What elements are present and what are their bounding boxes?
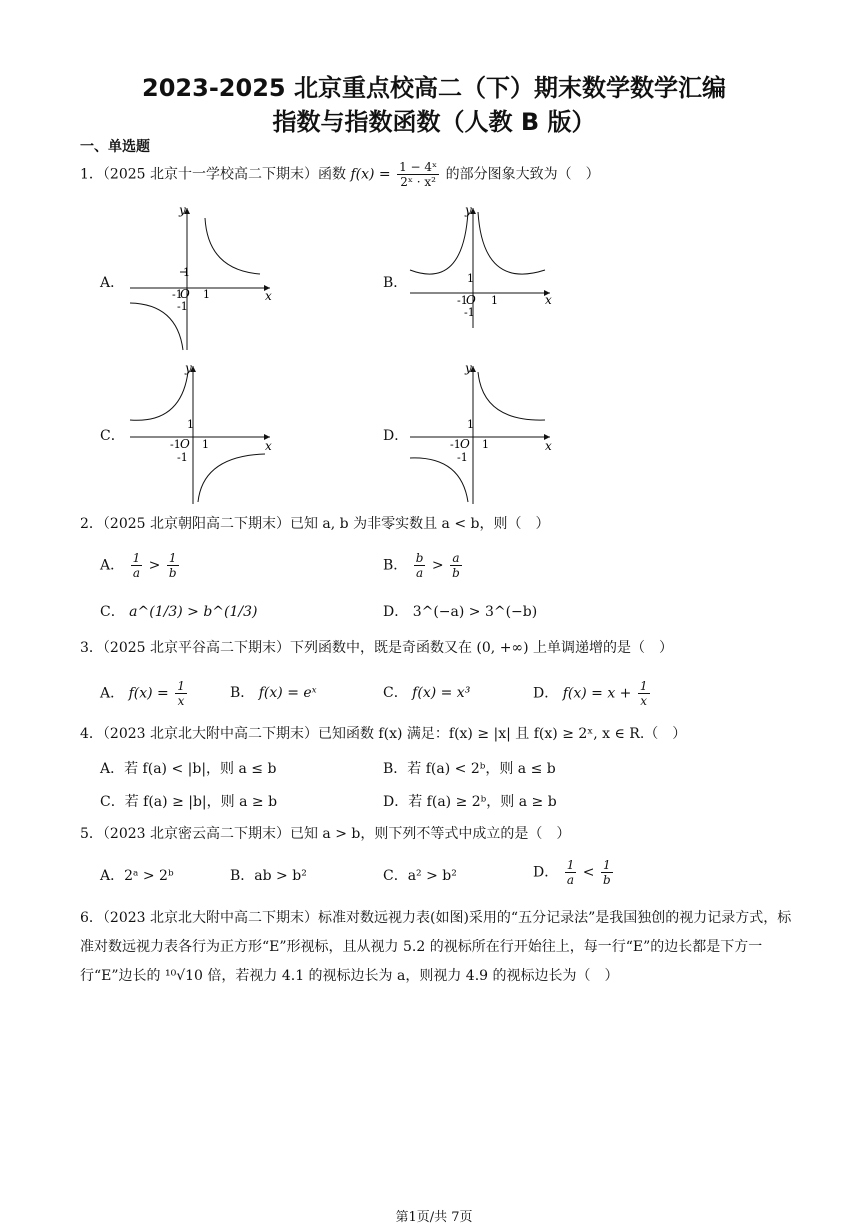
svg-text:x: x bbox=[545, 439, 552, 453]
svg-text:O: O bbox=[180, 287, 190, 301]
page-footer: 第1页/共 7页 bbox=[395, 1210, 473, 1225]
q3-option-c[interactable]: C． f(x) = x³ bbox=[383, 685, 471, 701]
q4-option-b[interactable]: B．若 f(a) < 2ᵇ，则 a ≤ b bbox=[383, 761, 556, 777]
q3-option-d[interactable]: D． f(x) = x + $\frac{1}{x}$ bbox=[533, 679, 648, 708]
graph-b-curve-left bbox=[410, 212, 468, 274]
graph-a-curve-left bbox=[130, 303, 183, 350]
svg-text:1: 1 bbox=[491, 294, 498, 307]
q1-graph-c bbox=[125, 358, 275, 506]
q1-denominator: 2ˣ · x² bbox=[400, 175, 436, 189]
svg-text:x: x bbox=[545, 293, 552, 307]
q1-prefix: 1．（2025 北京十一学校高二下期末）函数 bbox=[80, 166, 346, 183]
q1-suffix: 的部分图象大致为（ ） bbox=[445, 166, 600, 183]
q1-func: f(x) = bbox=[350, 166, 391, 183]
q4-option-c[interactable]: C．若 f(a) ≥ |b|，则 a ≥ b bbox=[100, 794, 278, 810]
graph-d-axes bbox=[410, 366, 550, 504]
graph-b-axes bbox=[410, 208, 550, 328]
graph-a-curve-right bbox=[205, 218, 260, 274]
q3-option-a[interactable]: A． f(x) = $\frac{1}{x}$ bbox=[100, 679, 185, 708]
svg-text:O: O bbox=[466, 293, 476, 307]
q2-option-d[interactable]: D． 3^(−a) > 3^(−b) bbox=[383, 604, 538, 620]
graph-c-axes bbox=[130, 366, 270, 504]
svg-text:1: 1 bbox=[187, 418, 194, 431]
svg-text:-1: -1 bbox=[177, 300, 188, 313]
q5-option-b[interactable]: B．ab > b² bbox=[230, 868, 307, 884]
svg-text:x: x bbox=[265, 289, 272, 303]
q1-graph-a bbox=[125, 200, 275, 352]
graph-c-curve-left bbox=[130, 372, 188, 420]
q2-option-b[interactable]: B． $\frac{b}{a}$ > $\frac{a}{b}$ bbox=[383, 551, 460, 580]
graph-b-curve-right bbox=[478, 212, 545, 274]
svg-text:-1: -1 bbox=[177, 451, 188, 464]
question-2-stem: 2．（2025 北京朝阳高二下期末）已知 a, b 为非零实数且 a < b，则（ ） bbox=[80, 516, 550, 532]
q5-option-a[interactable]: A．2ᵃ > 2ᵇ bbox=[100, 868, 174, 884]
q1-option-b-label[interactable]: B． bbox=[383, 275, 408, 291]
svg-text:-1: -1 bbox=[457, 294, 468, 307]
svg-text:y: y bbox=[465, 203, 472, 217]
question-3-stem: 3．（2025 北京平谷高二下期末）下列函数中，既是奇函数又在 (0, +∞) 上单调递增的是（ ） bbox=[80, 640, 674, 656]
svg-text:y: y bbox=[465, 361, 472, 375]
svg-text:-1: -1 bbox=[172, 288, 183, 301]
svg-text:1: 1 bbox=[203, 288, 210, 301]
svg-text:-1: -1 bbox=[450, 438, 461, 451]
svg-text:x: x bbox=[265, 439, 272, 453]
page-title: 2023-2025 北京重点校高二（下）期末数学数学汇编 bbox=[142, 74, 726, 102]
q5-option-d[interactable]: D． $\frac{1}{a}$ < $\frac{1}{b}$ bbox=[533, 858, 611, 887]
graph-a-axes bbox=[130, 208, 270, 350]
q4-option-d[interactable]: D．若 f(a) ≥ 2ᵇ，则 a ≥ b bbox=[383, 794, 557, 810]
q4-option-a[interactable]: A．若 f(a) < |b|，则 a ≤ b bbox=[100, 761, 277, 777]
svg-text:-1: -1 bbox=[457, 451, 468, 464]
svg-text:O: O bbox=[180, 437, 190, 451]
q1-numerator: 1 − 4ˣ bbox=[399, 160, 438, 174]
q1-option-a-label[interactable]: A． bbox=[100, 275, 125, 291]
question-1-stem bbox=[80, 160, 600, 189]
svg-text:O: O bbox=[460, 437, 470, 451]
svg-text:1: 1 bbox=[467, 272, 474, 285]
question-4-stem: 4．（2023 北京北大附中高二下期末）已知函数 f(x) 满足：f(x) ≥ |x| 且 f(x) ≥ 2ˣ, x ∈ R.（ ） bbox=[80, 726, 687, 742]
graph-c-curve-right bbox=[198, 454, 265, 502]
svg-text:y: y bbox=[179, 203, 186, 217]
q1-graph-b bbox=[405, 200, 555, 330]
q1-option-c-label[interactable]: C． bbox=[100, 428, 125, 444]
q2-option-c[interactable]: C． a^(1/3) > b^(1/3) bbox=[100, 604, 258, 620]
page-subtitle: 指数与指数函数（人教 B 版） bbox=[272, 108, 596, 136]
question-5-stem: 5．（2023 北京密云高二下期末）已知 a > b，则下列不等式中成立的是（ ） bbox=[80, 826, 571, 842]
graph-d-curve-right bbox=[478, 372, 545, 420]
svg-text:-1: -1 bbox=[464, 306, 475, 319]
q5-option-c[interactable]: C．a² > b² bbox=[383, 868, 457, 884]
svg-text:1: 1 bbox=[202, 438, 209, 451]
question-6-stem: 6．（2023 北京北大附中高二下期末）标准对数远视力表(如图)采用的“五分记录法”是我国独创的视力记录方式，标准对数远视力表各行为正方形“E”形视标，且从视力 5.2 的视标所在行开始往上，每一行“E”的边长都是下方一行“E”边长的 ¹⁰√10 倍，若视力 4.1 的视标边长为 a，则视力 4.9 的视标边长为（ ） bbox=[80, 910, 792, 984]
svg-text:1: 1 bbox=[183, 266, 190, 279]
q2-option-a[interactable]: A． $\frac{1}{a}$ > $\frac{1}{b}$ bbox=[100, 551, 177, 580]
svg-text:1: 1 bbox=[482, 438, 489, 451]
graph-d-curve-left bbox=[410, 458, 468, 502]
q1-fraction bbox=[397, 160, 439, 189]
q3-option-b[interactable]: B． f(x) = eˣ bbox=[230, 685, 317, 701]
svg-text:-1: -1 bbox=[170, 438, 181, 451]
svg-text:y: y bbox=[185, 361, 192, 375]
q1-graph-d bbox=[405, 358, 555, 506]
section-heading: 一、单选题 bbox=[80, 139, 150, 155]
svg-text:1: 1 bbox=[467, 418, 474, 431]
q1-option-d-label[interactable]: D． bbox=[383, 428, 409, 444]
